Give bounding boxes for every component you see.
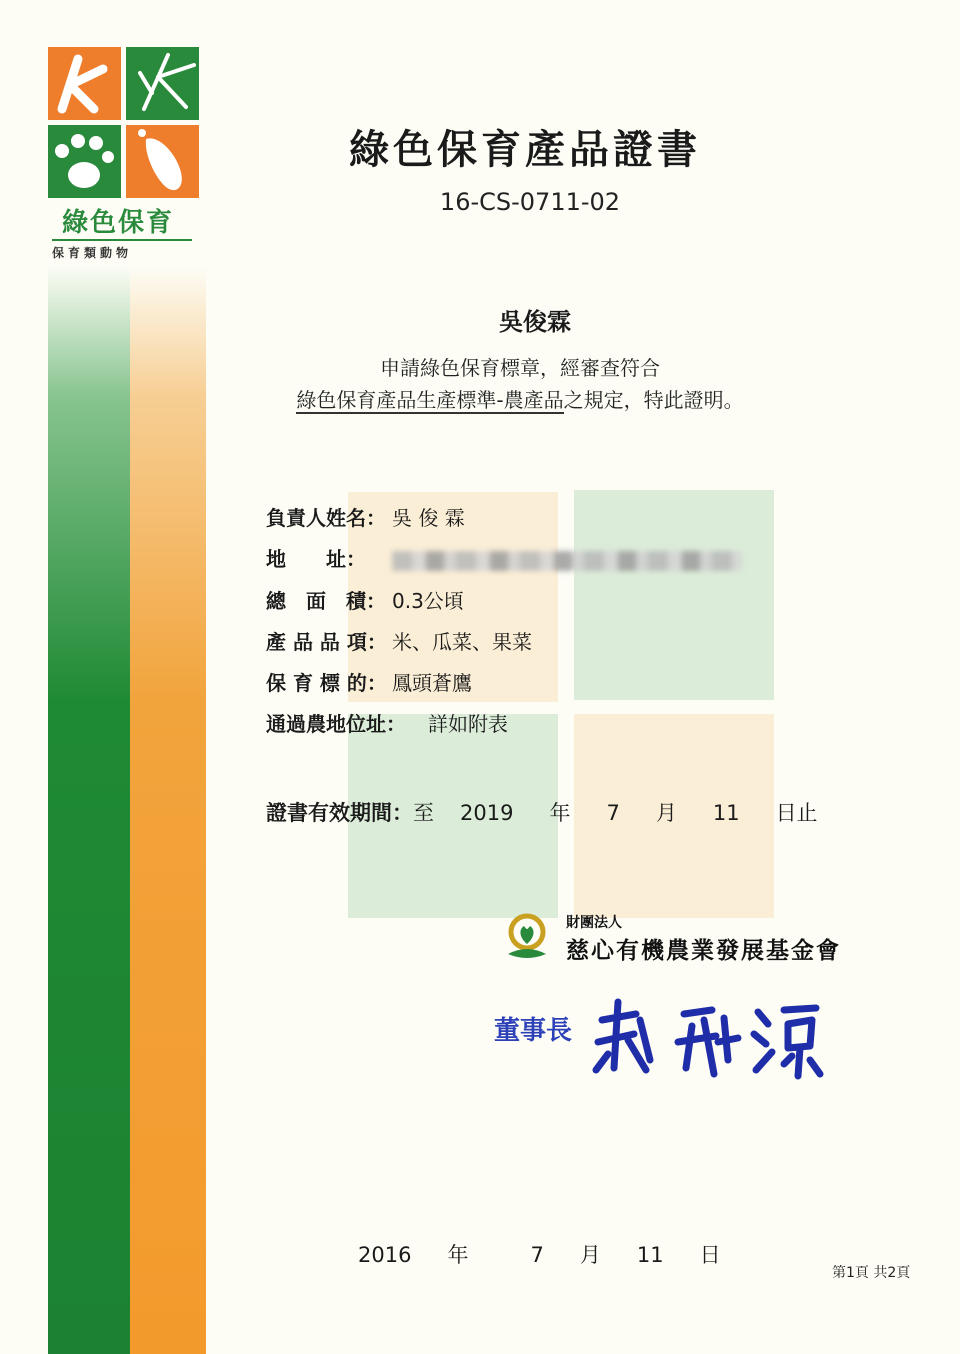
foundation-seal-icon — [500, 910, 554, 964]
field-label: 通過農地位址： — [266, 712, 406, 736]
logo-subtitle: 保育類動物 — [52, 239, 192, 261]
field-value: 吳 俊 霖 — [392, 506, 465, 530]
validity-period — [266, 798, 818, 828]
field-label: 保 育 標 的： — [266, 671, 387, 695]
redacted-address — [392, 551, 742, 571]
field-value: 米、瓜菜、果菜 — [392, 630, 532, 654]
issue-year-unit: 年 — [447, 1243, 469, 1267]
field-value: 詳如附表 — [428, 712, 508, 736]
issue-month: 7 — [530, 1243, 544, 1267]
issue-year: 2016 — [358, 1243, 412, 1267]
field-conservation-target — [266, 669, 472, 697]
issue-date — [358, 1240, 721, 1270]
logo-title: 綠色保育 — [62, 208, 175, 238]
org-name: 慈心有機農業發展基金會 — [566, 937, 841, 964]
field-value: 0.3公頃 — [392, 589, 464, 613]
validity-prefix: 至 — [413, 801, 434, 825]
field-address — [266, 545, 742, 573]
org-type: 財團法人 — [566, 915, 622, 931]
field-area — [266, 587, 464, 615]
green-stripe — [48, 265, 130, 1354]
field-farm-site — [266, 710, 508, 738]
field-label: 負責人姓名： — [266, 506, 386, 530]
validity-month: 7 — [606, 801, 620, 825]
validity-year-unit: 年 — [549, 801, 571, 825]
chairman-title: 董事長 — [494, 1016, 573, 1046]
orange-stripe — [130, 265, 206, 1354]
validity-day-unit: 日止 — [775, 801, 818, 825]
field-label: 地 址： — [266, 547, 366, 571]
statement-line-1: 申請綠色保育標章，經審查符合 — [380, 356, 660, 380]
field-label: 產 品 品 項： — [266, 630, 387, 654]
field-label: 總 面 積： — [266, 589, 386, 613]
certificate-title: 綠色保育產品證書 — [349, 127, 701, 173]
page-number: 第1頁 共2頁 — [832, 1265, 911, 1281]
field-owner-name — [266, 504, 465, 532]
chairman-signature — [588, 990, 828, 1080]
issue-day-unit: 日 — [699, 1243, 721, 1267]
statement-line-2-rest: 之規定，特此證明。 — [563, 388, 744, 412]
field-products — [266, 628, 532, 656]
production-standard: 綠色保育產品生產標準-農產品 — [296, 388, 564, 412]
green-conservation-logo — [48, 47, 203, 262]
validity-day: 11 — [712, 801, 740, 825]
field-value: 鳳頭蒼鷹 — [392, 671, 472, 695]
watermark-tile — [574, 490, 774, 700]
validity-month-unit: 月 — [655, 801, 677, 825]
issue-day: 11 — [636, 1243, 664, 1267]
validity-year: 2019 — [460, 801, 514, 825]
statement-line-2 — [240, 384, 800, 413]
validity-label: 證書有效期間： — [266, 801, 413, 825]
issue-month-unit: 月 — [579, 1243, 601, 1267]
certificate-number: 16-CS-0711-02 — [439, 188, 621, 216]
footprint-icons — [48, 47, 203, 202]
recipient-name: 吳俊霖 — [499, 308, 571, 336]
